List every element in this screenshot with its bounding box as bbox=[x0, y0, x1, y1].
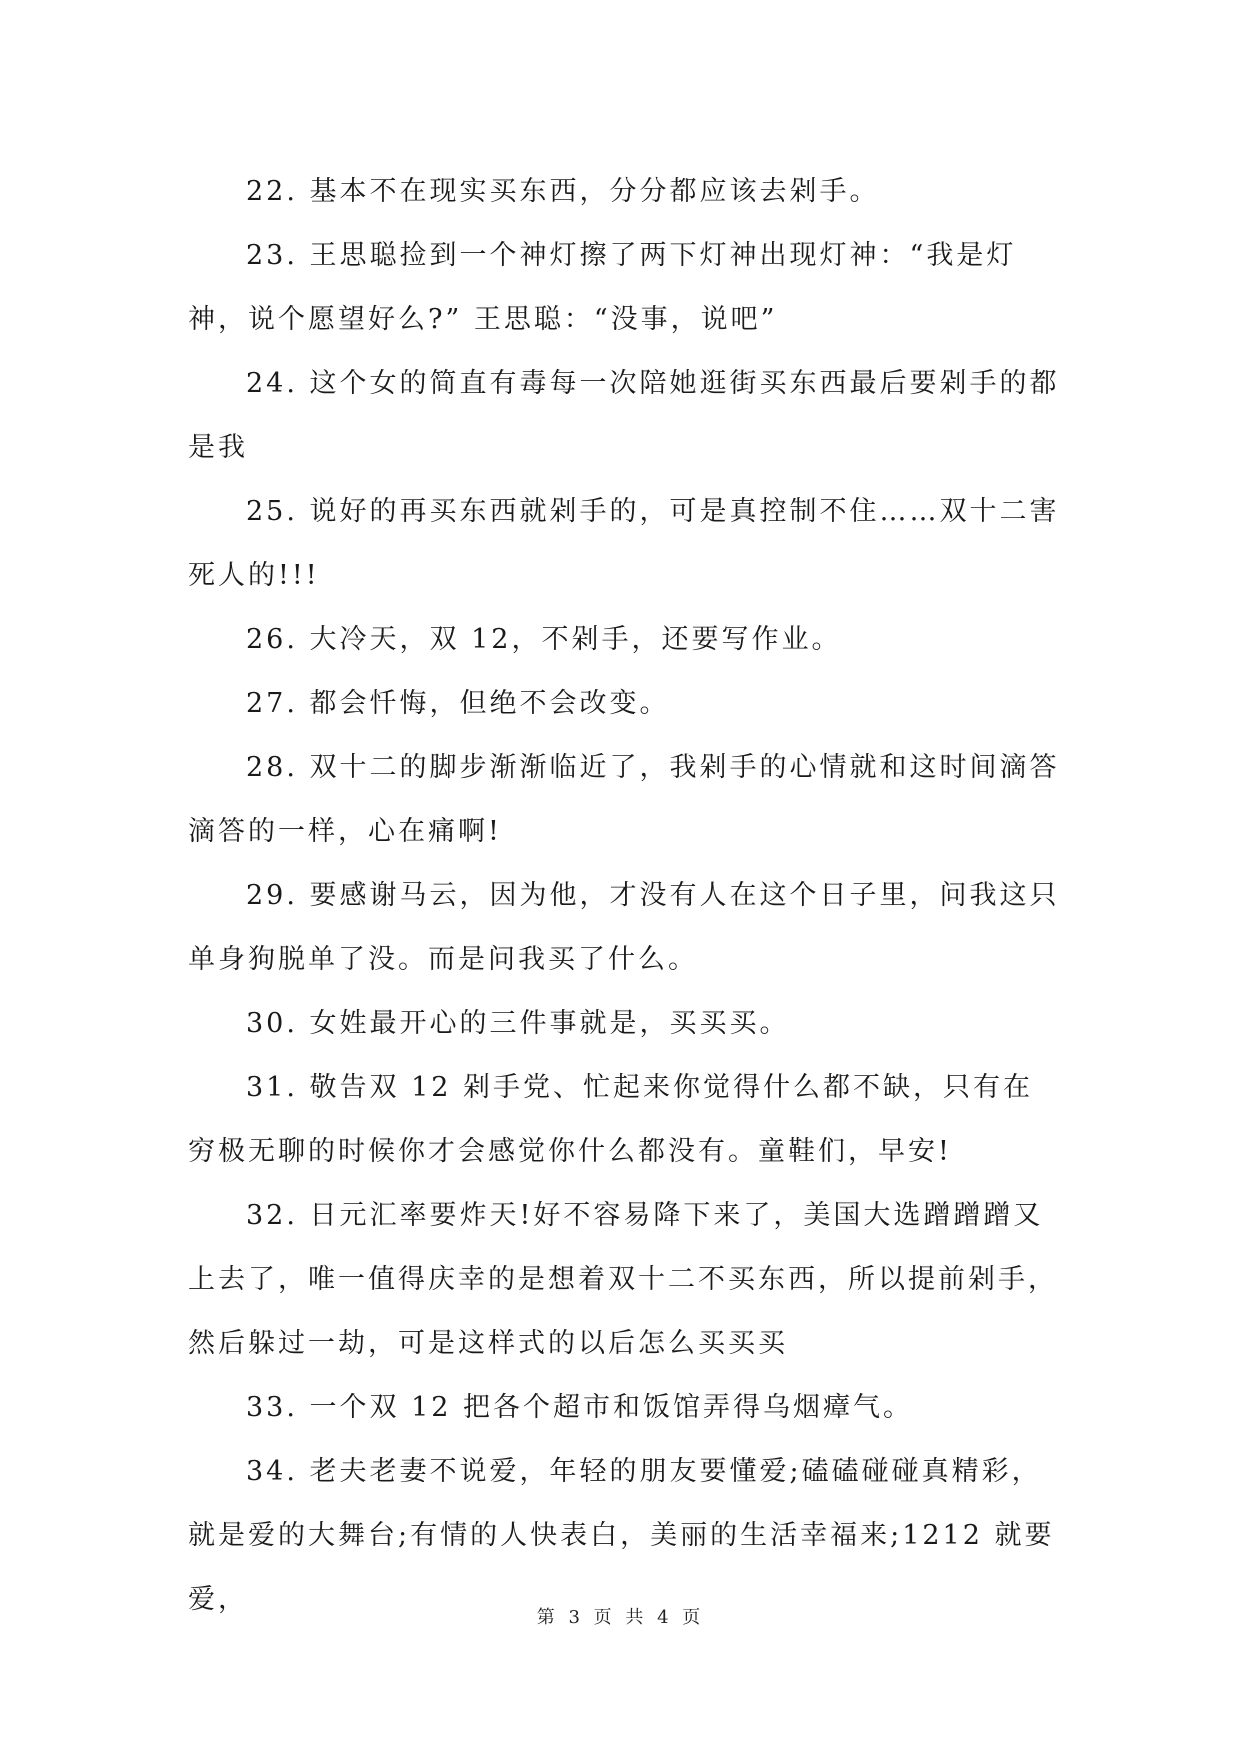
paragraph-24: 24. 这个女的简直有毒每一次陪她逛街买东西最后要剁手的都是我 bbox=[188, 368, 1060, 463]
paragraph-33: 33. 一个双 12 把各个超市和饭馆弄得乌烟瘴气。 bbox=[246, 1392, 914, 1423]
paragraph-32: 32. 日元汇率要炸天!好不容易降下来了，美国大选蹭蹭蹭又上去了，唯一值得庆幸的是想着双十二不买东西，所以提前剁手，然后躲过一劫，可是这样式的以后怎么买买买 bbox=[188, 1200, 1058, 1359]
paragraph-22: 22. 基本不在现实买东西，分分都应该去剁手。 bbox=[246, 176, 880, 207]
document-body bbox=[188, 160, 1060, 1632]
paragraph-30: 30. 女姓最开心的三件事就是，买买买。 bbox=[246, 1008, 790, 1039]
paragraph-34: 34. 老夫老妻不说爱，年轻的朋友要懂爱;磕磕碰碰真精彩，就是爱的大舞台;有情的人快表白，美丽的生活幸福来;1212 就要爱， bbox=[188, 1456, 1055, 1615]
paragraph-27: 27. 都会忏悔，但绝不会改变。 bbox=[246, 688, 670, 719]
paragraph-31: 31. 敬告双 12 剁手党、忙起来你觉得什么都不缺，只有在穷极无聊的时候你才会感觉你什么都没有。童鞋们，早安! bbox=[188, 1072, 1034, 1167]
paragraph-23: 23. 王思聪捡到一个神灯擦了两下灯神出现灯神：“我是灯神，说个愿望好么?” 王思聪：“没事，说吧” bbox=[188, 240, 1017, 335]
paragraph-28: 28. 双十二的脚步渐渐临近了，我剁手的心情就和这时间滴答滴答的一样，心在痛啊! bbox=[188, 752, 1060, 847]
paragraph-25: 25. 说好的再买东西就剁手的，可是真控制不住……双十二害死人的!!! bbox=[188, 496, 1060, 591]
paragraph-29: 29. 要感谢马云，因为他，才没有人在这个日子里，问我这只单身狗脱单了没。而是问我买了什么。 bbox=[188, 880, 1060, 975]
paragraph-26: 26. 大冷天，双 12，不剁手，还要写作业。 bbox=[246, 624, 842, 655]
page-number-footer: 第 3 页 共 4 页 bbox=[536, 1607, 705, 1628]
